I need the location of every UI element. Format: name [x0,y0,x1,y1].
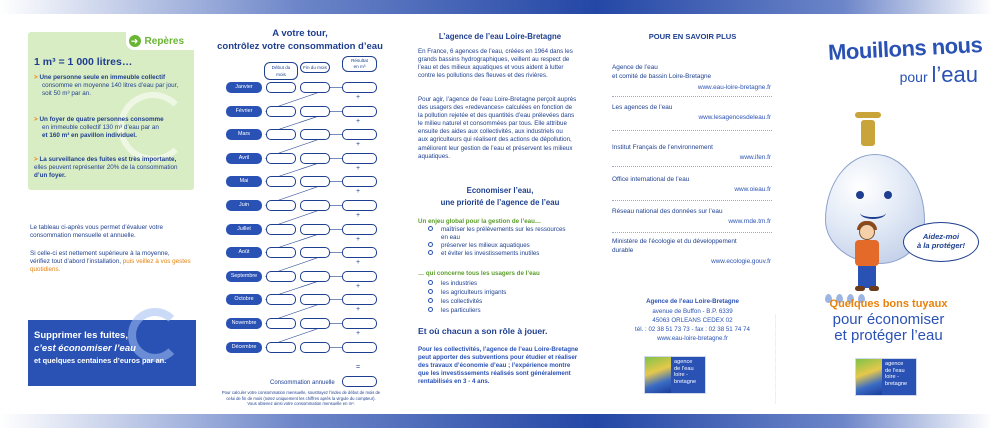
cover-orange-title: Quelques bons tuyaux [829,298,948,310]
org-ifen: Institut Français de l’environnement [612,144,713,151]
table-footnote: Pour calculer votre consommation mensuelle, soustrayez l’index de début de mois de celui de fin de mois (notez uniquement les chiffres après la virgule du compteur). Vous obtenez ainsi votre consommation mensuelle en m³. [221,390,381,407]
org-oieau: Office international de l’eau [612,176,690,183]
index-fin-field[interactable] [300,247,330,258]
resultat-field[interactable] [342,106,377,117]
priority-heading-2: une priorité de l’agence de l’eau [440,198,560,207]
col-debut: Début du mois [264,62,298,80]
resultat-field[interactable] [342,129,377,140]
bullet-item: et éviter les investissements inutiles [428,250,588,258]
resultat-field[interactable] [342,342,377,353]
bullet-item: maîtriser les prélèvements sur les ressources [428,226,588,234]
fuites-line-1: Supprimer les fuites, [34,330,128,341]
conso-annuelle-label: Consommation annuelle [270,380,335,386]
index-debut-field[interactable] [266,318,296,329]
logo-landscape-icon [645,357,671,393]
fuites-box [28,320,196,386]
month-label: Août [226,247,262,258]
index-fin-field[interactable] [300,271,330,282]
index-fin-field[interactable] [300,129,330,140]
panel-consumption-table [200,14,400,414]
index-debut-field[interactable] [266,129,296,140]
plus-sign: + [356,94,361,101]
reperes-label: Repères [144,35,184,47]
faucet-icon [855,110,881,150]
plus-sign: + [356,259,361,266]
bottom-gradient-bar [0,414,992,428]
advice-paragraph: Si celle-ci est nettement supérieure à la moyenne, vérifiez tout d’abord l’installation, puis veillez à vos gestes quotidiens. [30,250,191,274]
equals-sign: = [356,364,361,371]
conso-annuelle-field[interactable] [342,376,377,387]
month-label: Avril [226,153,262,164]
month-label: Décembre [226,342,262,353]
panel-agence [400,14,600,414]
cover-title-1: Mouillons nous [827,31,983,66]
index-debut-field[interactable] [266,342,296,353]
resultat-field[interactable] [342,294,377,305]
org-agence: Agence de l’eau et comité de bassin Loire-Bretagne [612,64,712,80]
divider [612,200,772,201]
agence-para-1: En France, 6 agences de l’eau, créées en 1964 dans les grands bassins hydrographiques, veillent au respect de l’eau et des milieux aquatiques et vous aident à lutter contre les pollutions des fleuves et des rivières. [418,48,573,80]
index-debut-field[interactable] [266,153,296,164]
index-debut-field[interactable] [266,271,296,282]
reperes-title: 1 m³ = 1 000 litres… [34,56,133,68]
plus-sign: + [356,141,361,148]
speech-bubble: Aidez-moi à la protéger! [903,222,979,262]
divider [612,232,772,233]
table-title-1: A votre tour, [272,28,328,39]
index-fin-field[interactable] [300,106,330,117]
arrow-right-icon: ➜ [129,35,141,47]
agence-para-2: Pour agir, l’agence de l’eau Loire-Bretagne perçoit auprès des usagers des «redevances» calculées en fonction de la pollution rejetée et des quantités d’eau prélevées dans le milieu naturel et consommées par tous. Elle attribue ensuite des aides aux collectivités, aux industriels ou aux agriculteurs qui réalisent des actions de dépollution, améliorent leur gestion de l’eau et préservent les milieux aquatiques. [418,96,577,160]
month-label: Octobre [226,294,262,305]
index-debut-field[interactable] [266,82,296,93]
month-label: Juillet [226,224,262,235]
month-label: Mars [226,129,262,140]
collectivites-paragraph: Pour les collectivités, l’agence de l’eau Loire-Bretagne peut apporter des subventions pour étudier et réaliser des travaux d’économie d’eau ; l’expérience montre que les investissements réalisés sont généralement rentabilisés en 3 - 4 ans. [418,346,579,386]
link-eau-loire-bretagne[interactable]: www.eau-loire-bretagne.fr [697,84,771,91]
link-ecologie[interactable]: www.ecologie.gouv.fr [711,258,771,265]
resultat-field[interactable] [342,224,377,235]
col-fin: Fin du mois [300,62,330,73]
fuites-line-2: c’est économiser l’eau [34,343,136,354]
logo-landscape-icon [856,359,882,395]
intro-paragraph: Le tableau ci-après vous permet d’évaluer votre consommation mensuelle et annuelle. [30,224,164,240]
plus-sign: + [356,188,361,195]
org-ministere: Ministère de l’écologie et du développement durable [612,238,737,254]
enjeu-label: Un enjeu global pour la gestion de l’eau… [418,218,542,225]
role-heading: Et où chacun a son rôle à jouer. [418,326,548,336]
month-label: Juin [226,200,262,211]
resultat-field[interactable] [342,200,377,211]
bullet-item: les collectivités [428,298,588,306]
child-illustration [847,224,887,294]
index-debut-field[interactable] [266,106,296,117]
decorative-e [128,308,182,362]
link-rnde[interactable]: www.rnde.tm.fr [728,218,771,225]
table-connectors [200,14,400,414]
agence-logo [644,356,706,394]
plus-sign: + [356,306,361,313]
bullet-continuation: en eau [441,234,460,241]
plus-sign: + [356,212,361,219]
index-fin-field[interactable] [300,176,330,187]
resultat-field[interactable] [342,247,377,258]
org-agences: Les agences de l’eau [612,104,673,111]
fuites-line-3: et quelques centaines d’euros par an. [34,356,167,365]
panel-reperes [0,14,200,414]
resultat-field[interactable] [342,82,377,93]
plus-sign: + [356,330,361,337]
divider [612,96,772,97]
index-debut-field[interactable] [266,294,296,305]
divider [612,130,772,131]
plus-sign: + [356,236,361,243]
index-debut-field[interactable] [266,247,296,258]
bullet-item: les particuliers [428,307,588,315]
cover-title-2: pour l’eau [899,62,978,87]
usagers-label: … qui concerne tous les usagers de l’eau [418,270,540,277]
contact-name: Agence de l’eau Loire-Bretagne [646,298,739,305]
index-fin-field[interactable] [300,342,330,353]
panel-en-savoir-plus [600,14,785,414]
month-label: Février [226,106,262,117]
index-fin-field[interactable] [300,294,330,305]
contact-phone: tél. : 02 38 51 73 73 - fax : 02 38 51 74 74 [635,326,750,333]
month-label: Mai [226,176,262,187]
index-debut-field[interactable] [266,176,296,187]
link-lesagencesdeleau[interactable]: www.lesagencesdeleau.fr [698,114,771,121]
reperes-tag [126,32,194,50]
divider [612,166,772,167]
plus-sign: + [356,165,361,172]
link-ifen[interactable]: www.ifen.fr [739,154,771,161]
top-gradient-bar [0,0,992,14]
print-credits: ················································································ [774,313,778,404]
col-resultat: Résultat en m³ [342,56,377,72]
index-fin-field[interactable] [300,224,330,235]
index-fin-field[interactable] [300,318,330,329]
link-oieau[interactable]: www.oieau.fr [734,186,771,193]
month-label: Septembre [226,271,262,282]
resultat-field[interactable] [342,153,377,164]
index-fin-field[interactable] [300,200,330,211]
month-label: Novembre [226,318,262,329]
logo-text: agence de l’eau loire - bretagne [882,359,916,395]
index-fin-field[interactable] [300,82,330,93]
month-label: Janvier [226,82,262,93]
resultat-field[interactable] [342,176,377,187]
priority-heading-1: Economiser l’eau, [466,186,534,195]
bullet-item: les agriculteurs irrigants [428,289,588,297]
reperes-item-3: > La surveillance des fuites est très importante, elles peuvent représenter 20% de la consommation d’un foyer. [34,156,178,180]
table-title-2: contrôlez votre consommation d’eau [217,41,383,52]
agence-logo-cover [855,358,917,396]
cover-blue-title-1: pour économiser [832,311,945,328]
bullet-item: les industries [428,280,588,288]
bullet-item: préserver les milieux aquatiques [428,242,588,250]
reperes-box [28,32,194,190]
contact-website[interactable]: www.eau-loire-bretagne.fr [657,335,728,342]
reperes-item-1: > Une personne seule en immeuble collectif consomme en moyenne 140 litres d’eau par jour, soit 50 m³ par an. [34,74,179,98]
index-debut-field[interactable] [266,200,296,211]
panel-cover [785,14,992,414]
resultat-field[interactable] [342,271,377,282]
agence-heading: L’agence de l’eau Loire-Bretagne [438,32,562,41]
savoir-plus-heading: POUR EN SAVOIR PLUS [648,32,737,41]
index-debut-field[interactable] [266,224,296,235]
plus-sign: + [356,283,361,290]
contact-city: 45063 ORLEANS CEDEX 02 [652,317,733,324]
reperes-item-2: > Un foyer de quatre personnes consomme en immeuble collectif 130 m³ d’eau par an et 160 m³ en pavillon individuel. [34,116,164,140]
org-rnde: Réseau national des données sur l’eau [612,208,723,215]
cover-blue-title-2: et protéger l’eau [834,327,943,344]
plus-sign: + [356,118,361,125]
contact-address: avenue de Buffon - B.P. 6339 [652,308,733,315]
index-fin-field[interactable] [300,153,330,164]
logo-text: agence de l’eau loire - bretagne [671,357,705,393]
resultat-field[interactable] [342,318,377,329]
